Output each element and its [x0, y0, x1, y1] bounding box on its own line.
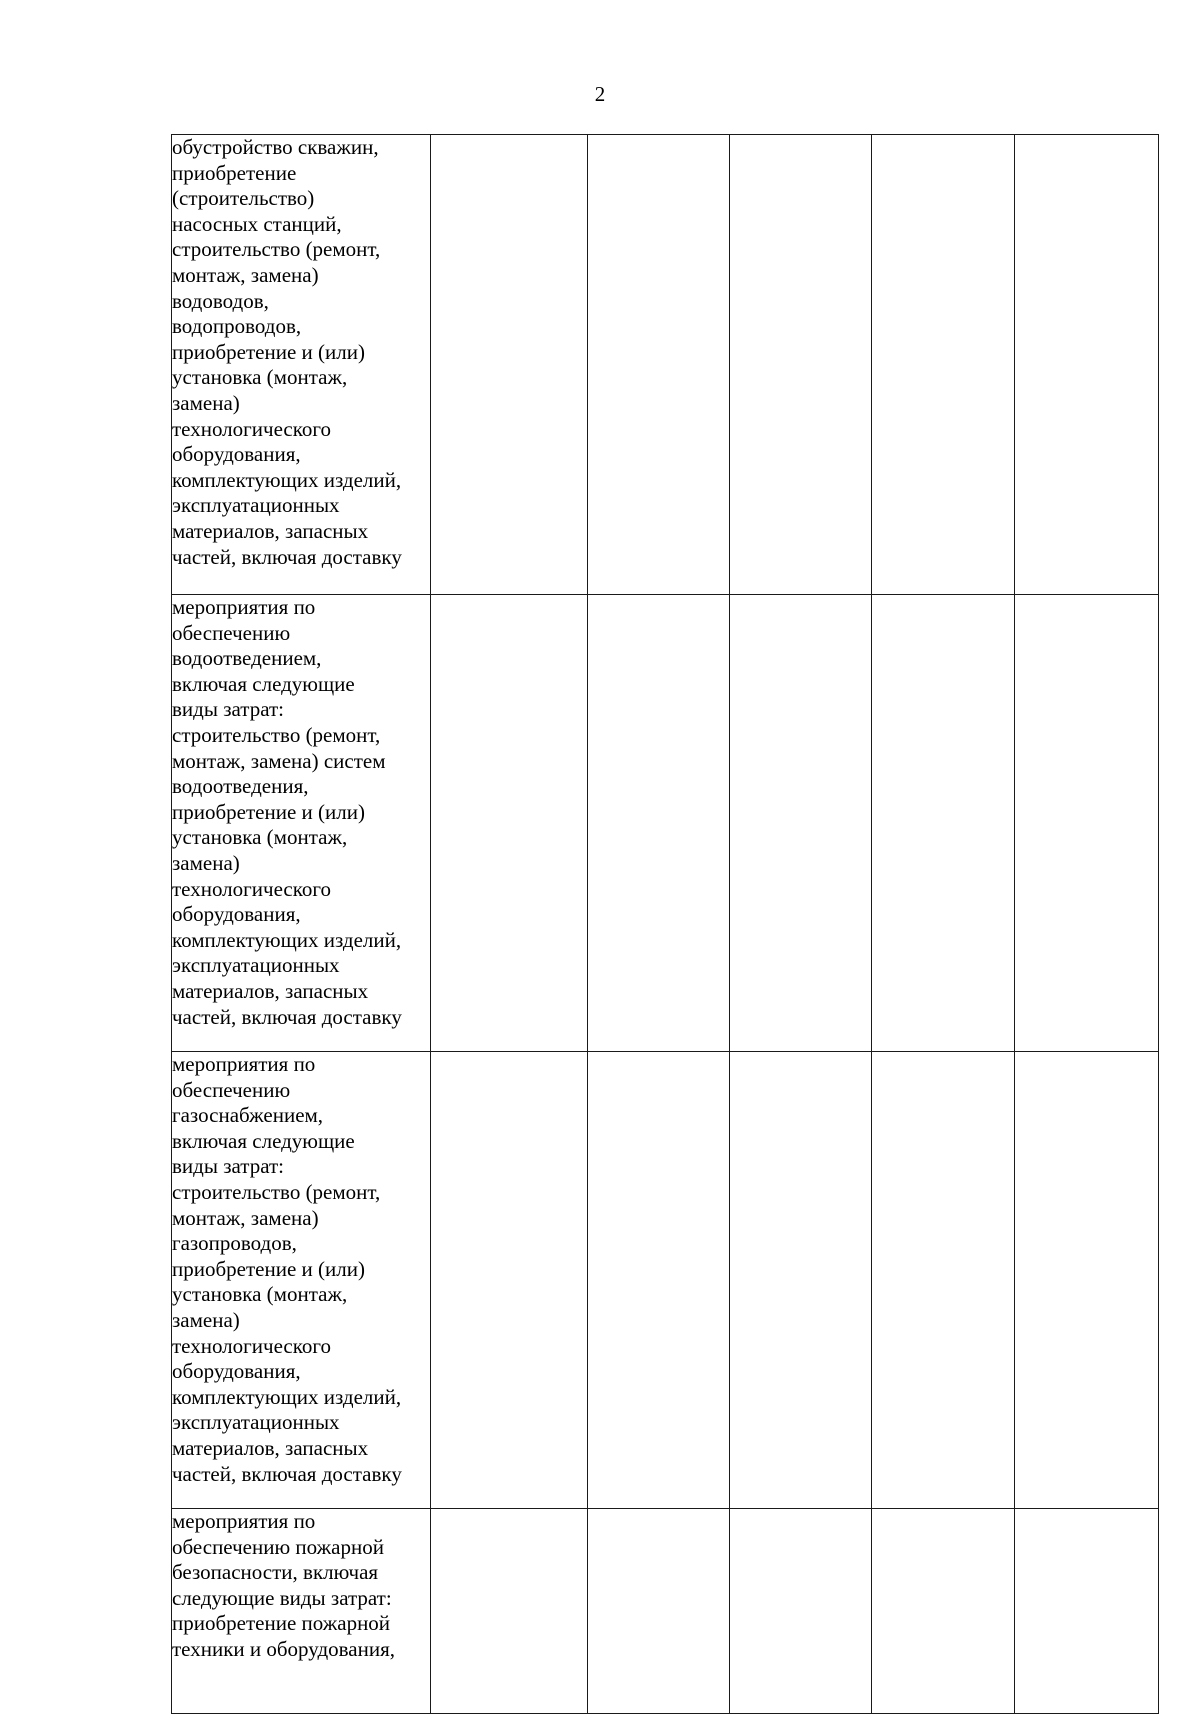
empty-cell — [431, 135, 588, 595]
empty-cell — [730, 135, 872, 595]
empty-cell — [588, 135, 730, 595]
empty-cell — [730, 1052, 872, 1509]
empty-cell — [431, 1509, 588, 1714]
activity-description-cell: обустройство скважин, приобретение (строительство) насосных станций, строительство (ремонт, монтаж, замена) водоводов, водопроводов, приобретение и (или) установка (монтаж, замена) технологического оборудования, комплектующих изделий, эксплуатационных материалов, запасных частей, включая доставку — [172, 135, 431, 595]
empty-cell — [588, 1509, 730, 1714]
activity-description-cell: мероприятия по обеспечению газоснабжением, включая следующие виды затрат: строительство (ремонт, монтаж, замена) газопроводов, приобретение и (или) установка (монтаж, замена) технологического оборудования, комплектующих изделий, эксплуатационных материалов, запасных частей, включая доставку — [172, 1052, 431, 1509]
empty-cell — [1015, 135, 1159, 595]
empty-cell — [872, 135, 1015, 595]
page-number: 2 — [594, 82, 606, 106]
empty-cell — [588, 595, 730, 1052]
empty-cell — [872, 1509, 1015, 1714]
empty-cell — [588, 1052, 730, 1509]
empty-cell — [872, 595, 1015, 1052]
empty-cell — [730, 595, 872, 1052]
empty-cell — [431, 1052, 588, 1509]
empty-cell — [1015, 1509, 1159, 1714]
empty-cell — [431, 595, 588, 1052]
expenditure-table — [171, 134, 1159, 1714]
table-row — [172, 595, 1159, 1052]
empty-cell — [1015, 595, 1159, 1052]
table-row — [172, 1509, 1159, 1714]
activity-description-cell: мероприятия по обеспечению водоотведением, включая следующие виды затрат: строительство (ремонт, монтаж, замена) систем водоотведения, приобретение и (или) установка (монтаж, замена) технологического оборудования, комплектующих изделий, эксплуатационных материалов, запасных частей, включая доставку — [172, 595, 431, 1052]
table-row — [172, 135, 1159, 595]
empty-cell — [1015, 1052, 1159, 1509]
empty-cell — [872, 1052, 1015, 1509]
empty-cell — [730, 1509, 872, 1714]
table-row — [172, 1052, 1159, 1509]
activity-description-cell: мероприятия по обеспечению пожарной безопасности, включая следующие виды затрат: приобретение пожарной техники и оборудования, — [172, 1509, 431, 1714]
